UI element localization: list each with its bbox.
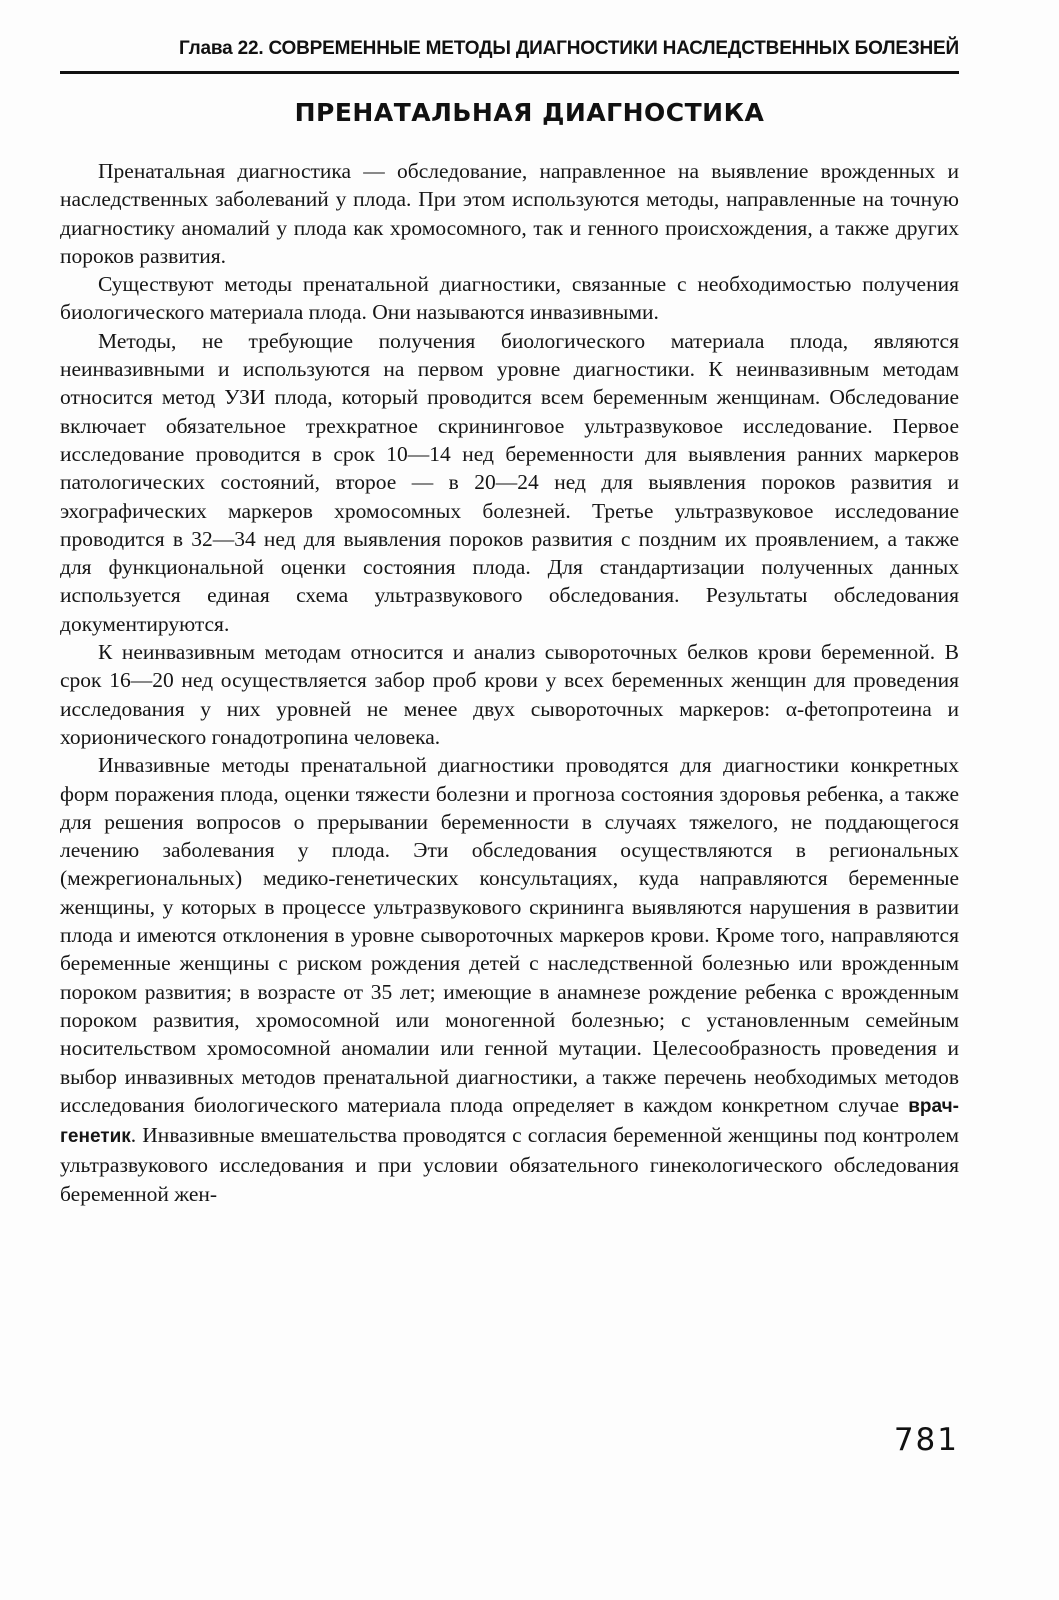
paragraph-1: Пренатальная диагностика — обследование, направленное на выявление врожденных и наследственных заболеваний у плода. При этом используются методы, направленные на точную диагностику аномалий у плода как хромосомного, так и генного происхождения, а также других пороков развития.	[60, 159, 959, 268]
header-rule	[60, 71, 959, 74]
section-title: ПРЕНАТАЛЬНАЯ ДИАГНОСТИКА	[294, 98, 765, 127]
paragraph-5-end: . Инвазивные вмешательства проводятся с согласия беременной женщины под контролем ультразвукового исследования и при условии обязательного гинекологического обследования беременной жен-	[60, 1123, 959, 1206]
paragraph-2: Существуют методы пренатальной диагностики, связанные с необходимостью получения биологического материала плода. Они называются инвазивными.	[60, 272, 959, 325]
page-number: 781	[893, 1422, 959, 1458]
paragraph-4: К неинвазивным методам относится и анализ сывороточных белков крови беременной. В срок 16—20 нед осуществляется забор проб крови у всех беременных женщин для проведения исследования у них уровней не менее двух сывороточных маркеров: α-фетопротеина и хорионического гонадотропина человека.	[60, 640, 959, 749]
paragraph-5-start: Инвазивные методы пренатальной диагностики проводятся для диагностики конкретных форм поражения плода, оценки тяжести болезни и прогноза состояния здоровья ребенка, а также для решения вопросов о прерывании беременности в случаях тяжелого, не поддающегося лечению заболевания у плода. Эти обследования осуществляются в региональных (межрегиональных) медико-генетических консультациях, куда направляются беременные женщины, у которых в процессе ультразвукового скрининга выявляются нарушения в развитии плода и имеются отклонения в уровне сывороточных маркеров крови. Кроме того, направляются беременные женщины с риском рождения детей с наследственной болезнью или врожденным пороком развития; в возрасте от 35 лет; имеющие в анамнезе рождение ребенка с врожденным пороком развития, хромосомной или моногенной болезнью; с установленным семейным носительством хромосомной аномалии или генной мутации. Целесообразность проведения и выбор инвазивных методов пренатальной диагностики, а также перечень необходимых методов исследования биологического материала плода определяет в каждом конкретном случае	[60, 753, 959, 1117]
paragraph-3: Методы, не требующие получения биологического материала плода, являются неинвазивными и используются на первом уровне диагностики. К неинвазивным методам относится метод УЗИ плода, который проводится всем беременным женщинам. Обследование включает обязательное трехкратное скрининговое ультразвуковое исследование. Первое исследование проводится в срок 10—14 нед беременности для выявления ранних маркеров патологических состояний, второе — в 20—24 нед для выявления пороков развития и эхографических маркеров хромосомных болезней. Третье ультразвуковое исследование проводится в 32—34 нед для выявления пороков развития с поздним их проявлением, а также для функциональной оценки состояния плода. Для стандартизации полученных данных используется единая схема ультразвукового обследования. Результаты обследования документируются.	[60, 328, 959, 636]
running-head: Глава 22. СОВРЕМЕННЫЕ МЕТОДЫ ДИАГНОСТИКИ НАСЛЕДСТВЕННЫХ БОЛЕЗНЕЙ	[179, 38, 959, 59]
bold-term: врач-генетик	[60, 1095, 959, 1148]
paragraph-5	[60, 751, 959, 1208]
body-text	[60, 157, 959, 1208]
